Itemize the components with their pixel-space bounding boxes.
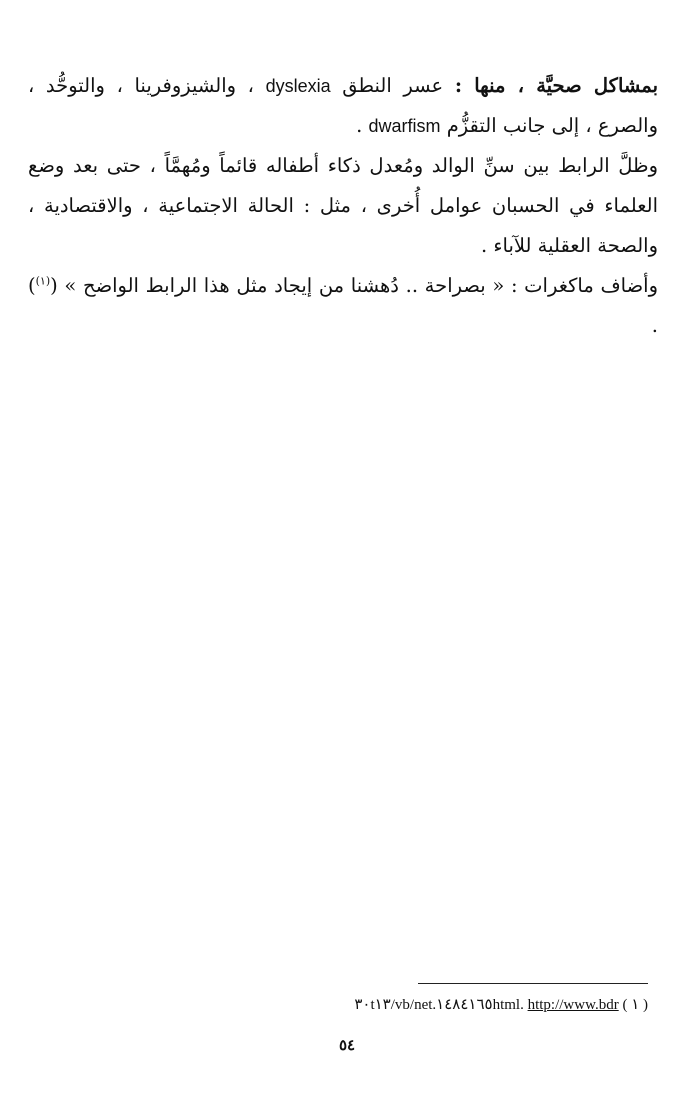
lead-phrase: بمشاكل صحيَّة ، منها :	[454, 74, 659, 97]
paragraph-text: ، والشيزوفرينا ، والتوحُّد ، والصرع ، إلى جانب التقزُّم	[28, 74, 658, 137]
footnote-reference: (١)	[35, 274, 51, 288]
footnote-link[interactable]: http://www.bdr	[527, 997, 619, 1013]
footnote-divider	[418, 983, 648, 984]
paragraph-mcgrath-quote	[28, 266, 658, 346]
footnote	[354, 995, 648, 1014]
page-number: ٥٤	[338, 1036, 356, 1054]
paragraph-health-problems	[28, 66, 658, 146]
paragraph-father-age-link: وظلَّ الرابط بين سنِّ الوالد ومُعدل ذكاء أطفاله قائماً ومُهمَّاً ، حتى بعد وضع العلماء في الحسبان عوامل أُخرى ، مثل : الحالة الاجتماعية ، والاقتصادية ، والصحة العقلية للآباء .	[28, 154, 658, 257]
english-term-dyslexia: dyslexia	[265, 76, 331, 96]
paragraph-text: .	[356, 114, 369, 137]
quote-end: ) .	[28, 274, 658, 337]
paragraph-text: عسر النطق	[330, 74, 455, 97]
footnote-marker: ( ١ )	[622, 997, 648, 1013]
footnote-rest: ٣٠t١٣/vb/net.١٤٨٤١٦٥html.	[354, 997, 524, 1013]
english-term-dwarfism: dwarfism	[368, 116, 441, 136]
quote-text: وأضاف ماكغرات : « بصراحة .. دُهشنا من إيجاد مثل هذا الرابط الواضح » (	[50, 274, 658, 297]
body-text	[28, 66, 658, 346]
